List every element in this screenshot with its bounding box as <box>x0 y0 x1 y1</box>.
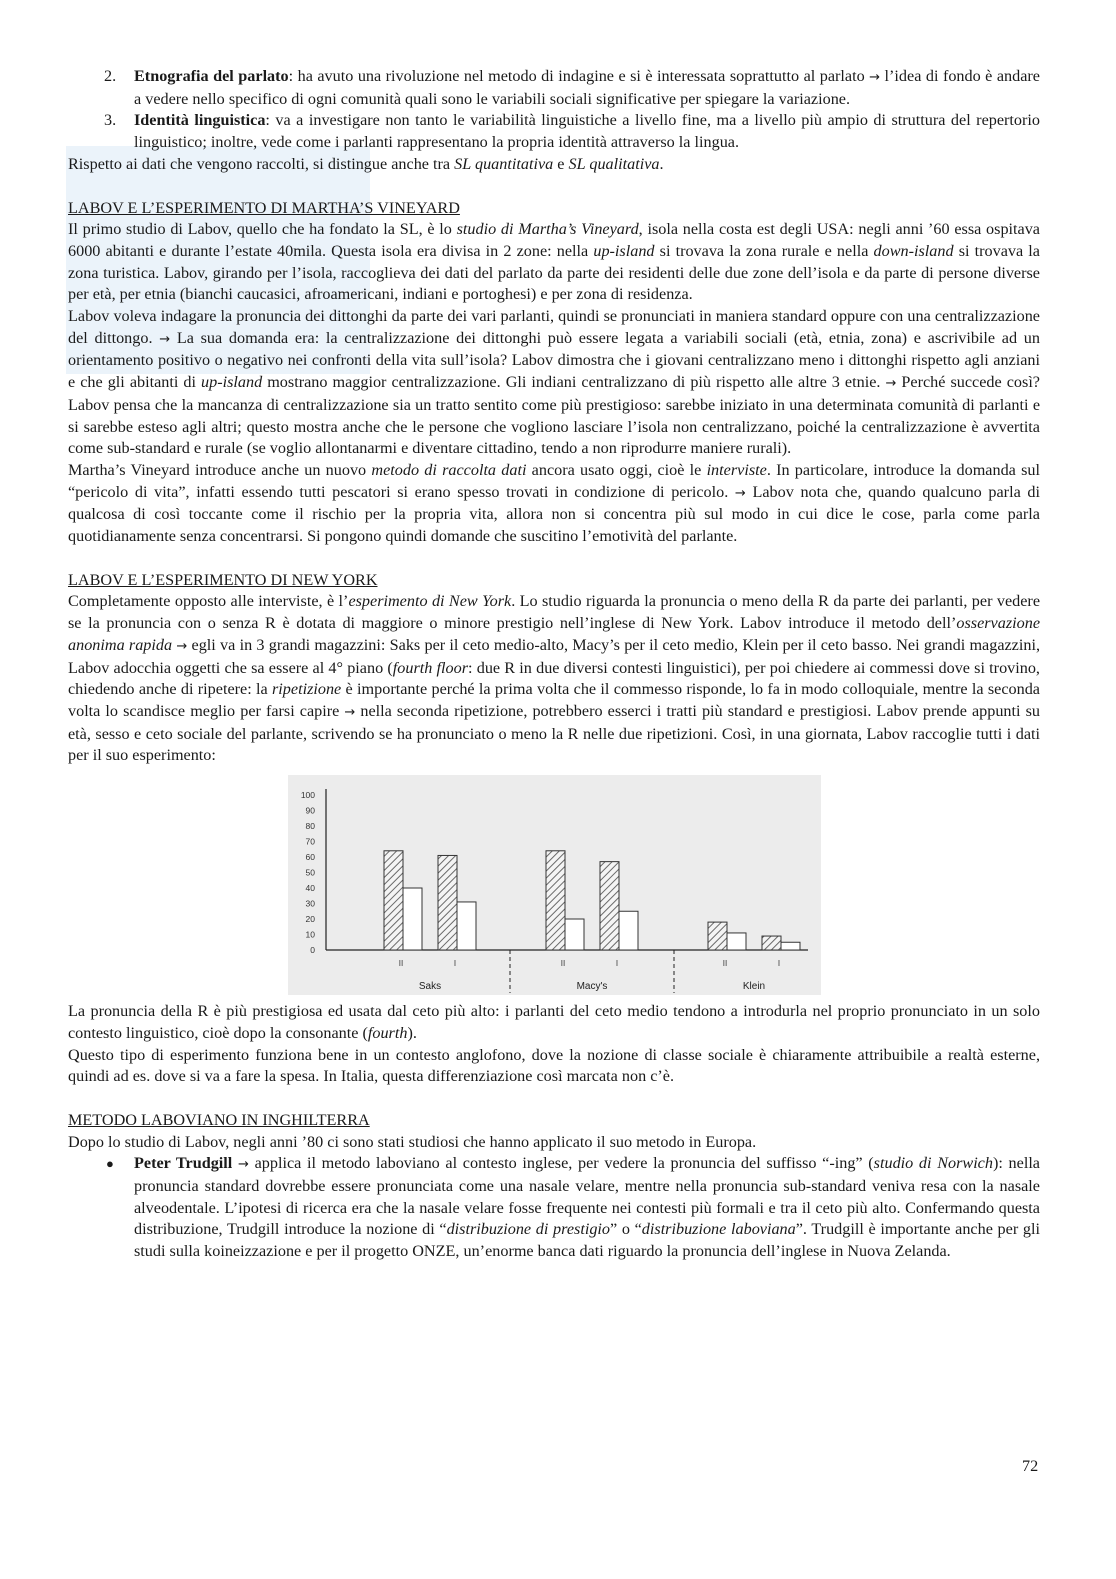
arrow-icon: → <box>885 376 897 392</box>
list-item-2: 2. Etnografia del parlato: ha avuto una rivoluzione nel metodo di indagine e si è interessata soprattutto al parlato → l’idea di fondo è andare a vedere nello specifico di ogni comunità quali sono le variabili sociali significative per spiegare la variazione. <box>104 67 1040 108</box>
paragraph-newyork-2: La pronuncia della R è più prestigiosa ed usata dal ceto più alto: i parlanti del ceto medio tendono a introdurla nel proprio pronunciato in un solo contesto linguistico, cioè dopo la consonante (fourth). <box>68 1002 1040 1042</box>
bar-white <box>565 919 584 950</box>
group-label: Klein <box>742 981 766 993</box>
arrow-icon: → <box>159 331 171 347</box>
bar-white <box>403 888 422 950</box>
x-tick-label: I <box>453 959 457 969</box>
bar-hatched <box>384 851 403 950</box>
bar-hatched <box>600 862 619 950</box>
heading-new-york: LABOV E L’ESPERIMENTO DI NEW YORK <box>68 570 378 589</box>
heading-inghilterra: METODO LABOVIANO IN INGHILTERRA <box>68 1110 370 1129</box>
arrow-icon: → <box>734 485 746 501</box>
group-label: Macy's <box>576 981 608 993</box>
paragraph-vineyard-1: Il primo studio di Labov, quello che ha fondato la SL, è lo studio di Martha’s Vineyard, isola nella costa est degli USA: negli anni ’60 essa ospitava 6000 abitanti e durante l’estate 40mila. Questa isola era divisa in 2 zone: nella up-island si trovava la zona rurale e nella down-island si trovava la zona turistica. Labov, girando per l’isola, raccoglieva dei dati del parlato da parte dei residenti delle due zone dell’isola e da parte di persone diverse per età, per etnia (bianchi caucasici, afroamericani, indiani e portoghesi) e per zona di residenza. <box>68 220 1040 304</box>
y-tick-label: 70 <box>305 836 315 847</box>
x-tick-label: II <box>560 959 566 969</box>
y-tick-label: 90 <box>305 805 315 816</box>
bar-hatched <box>762 936 781 950</box>
document-page <box>68 66 1040 1263</box>
bar-white <box>727 933 746 950</box>
y-tick-label: 60 <box>305 852 315 863</box>
page-number: 72 <box>1022 1457 1039 1475</box>
paragraph-newyork-1: Completamente opposto alle interviste, è l’esperimento di New York. Lo studio riguarda la pronuncia o meno della R da parte dei parlanti, per vedere se la pronuncia con o senza R è dotata di maggiore o minore prestigio nell’inglese di New York. Labov introduce il metodo dell’osservazione anonima rapida → egli va in 3 grandi magazzini: Saks per il ceto medio-alto, Macy’s per il ceto medio, Klein per il ceto basso. Nei grandi magazzini, Labov adocchia oggetti che sa essere al 4° piano (fourth floor: due R in due diversi contesti linguistici), per poi chiedere ai commessi dove si trovino, chiedendo anche di ripetere: la ripetizione è importante perché la prima volta che il commesso risponde, lo fa in modo colloquiale, mentre la seconda volta lo scandisce meglio per farsi capire → nella seconda ripetizione, potrebbero esserci i tratti più standard e prestigiosi. Labov prende appunti su età, sesso e ceto sociale del parlante, scrivendo se ha pronunciato o meno la R nelle due ripetizioni. Così, in una giornata, Labov raccoglie tutti i dati per il suo esperimento: <box>68 592 1041 765</box>
bar-white <box>781 942 800 950</box>
list-item-3: 3. Identità linguistica: va a investigare non tanto le variabilità linguistiche a livello fine, ma a livello più ampio di struttura del repertorio linguistico; inoltre, vede come i parlanti rappresentano la propria identità attraverso la lingua. <box>104 111 1041 152</box>
y-tick-label: 10 <box>305 929 315 940</box>
y-tick-label: 0 <box>310 945 315 956</box>
term-etnografia: Etnografia del parlato <box>134 67 289 85</box>
bar-white <box>457 902 476 950</box>
y-tick-label: 30 <box>305 898 315 909</box>
arrow-icon: → <box>176 638 188 654</box>
bar-hatched <box>438 856 457 951</box>
bar-white <box>619 911 638 950</box>
y-tick-label: 20 <box>305 914 315 925</box>
arrow-icon: → <box>344 704 356 720</box>
x-tick-label: II <box>722 959 728 969</box>
x-tick-label: I <box>777 959 781 969</box>
term-identita: Identità linguistica <box>134 111 266 130</box>
bullet-icon: ● <box>106 1156 114 1172</box>
group-label: Saks <box>418 981 442 993</box>
y-tick-label: 100 <box>300 790 315 801</box>
paragraph-vineyard-3: Martha’s Vineyard introduce anche un nuovo metodo di raccolta dati ancora usato oggi, cioè le interviste. In particolare, introduce la domanda sul “pericolo di vita”, infatti essendo tutti pescatori si erano spesso trovati in condizione di pericolo. → Labov nota che, quando qualcuno parla di qualcosa di così toccante come il rischio per la propria vita, allora non si concentra più sul modo in cui dice le cose, parla come parla quotidianamente senza concentrarsi. Si pongono quindi domande che suscitino l’emotività del parlante. <box>68 460 1040 546</box>
bullet-item-trudgill: ● Peter Trudgill → applica il metodo laboviano al contesto inglese, per vedere la pronuncia del suffisso “-ing” (studio di Norwich): nella pronuncia standard dovrebbe essere pronunciata come una nasale velare, mentre nella pronuncia sub-standard veniva resa con la nasale alveodentale. L’ipotesi di ricerca era che la nasale velare fosse frequente nei contesti più formali e tra il ceto più alto. Confermando questa distribuzione, Trudgill introduce la nozione di “distribuzione di prestigio” o “distribuzione laboviana”. Trudgill è importante anche per gli studi sulla koineizzazione e per il progetto ONZE, un’enorme banca dati riguardo la pronuncia dell’inglese in Nuova Zelanda. <box>106 1154 1040 1261</box>
x-tick-label: II <box>398 959 404 969</box>
paragraph-inghilterra-1: Dopo lo studio di Labov, negli anni ’80 ci sono stati studiosi che hanno applicato il suo metodo in Europa. <box>68 1132 757 1151</box>
heading-marthas-vineyard: LABOV E L’ESPERIMENTO DI MARTHA’S VINEYARD <box>68 198 460 217</box>
bar-chart-svg <box>288 775 821 995</box>
y-tick-label: 80 <box>305 821 315 832</box>
y-tick-label: 40 <box>305 883 315 894</box>
arrow-icon: → <box>238 1157 249 1173</box>
arrow-icon: → <box>869 70 881 85</box>
bar-hatched <box>546 851 565 950</box>
paragraph-newyork-3: Questo tipo di esperimento funziona bene in un contesto anglofono, dove la nozione di classe sociale è chiaramente attribuibile a realtà esterne, quindi ad es. dove si va a fare la spesa. In Italia, questa differenziazione così marcata non c’è. <box>68 1045 1040 1086</box>
bar-hatched <box>708 922 727 950</box>
x-tick-label: I <box>615 959 619 969</box>
bar-chart <box>288 775 821 995</box>
paragraph-sl: Rispetto ai dati che vengono raccolti, si distingue anche tra SL quantitativa e SL qualitativa. <box>68 154 664 173</box>
y-tick-label: 50 <box>305 867 315 878</box>
paragraph-vineyard-2: Labov voleva indagare la pronuncia dei dittonghi da parte dei vari parlanti, quindi se pronunciati in maniera standard oppure con una centralizzazione del dittongo. → La sua domanda era: la centralizzazione dei dittonghi può essere legata a variabili sociali (età, etnia, zona) e ascrivibile ad un orientamento positivo o negativo nei confronti della vita sull’isola? Labov dimostra che i giovani centralizzano meno i dittonghi rispetto agli anziani e che gli abitanti di up-island mostrano maggior centralizzazione. Gli indiani centralizzano di più rispetto alle altre 3 etnie. → Perché succede così? Labov pensa che la mancanza di centralizzazione sia un tratto sentito come più prestigioso: sarebbe iniziato in una determinata comunità di parlanti e si sarebbe esteso agli altri; questo mostra anche che le persone che vogliono lasciare l’isola non centralizzano, poiché la centralizzazione è avvertita come sub-standard e rurale (se voglio allontanarmi e diventare cittadino, tendo a non riprodurre maniere rurali). <box>68 307 1040 458</box>
